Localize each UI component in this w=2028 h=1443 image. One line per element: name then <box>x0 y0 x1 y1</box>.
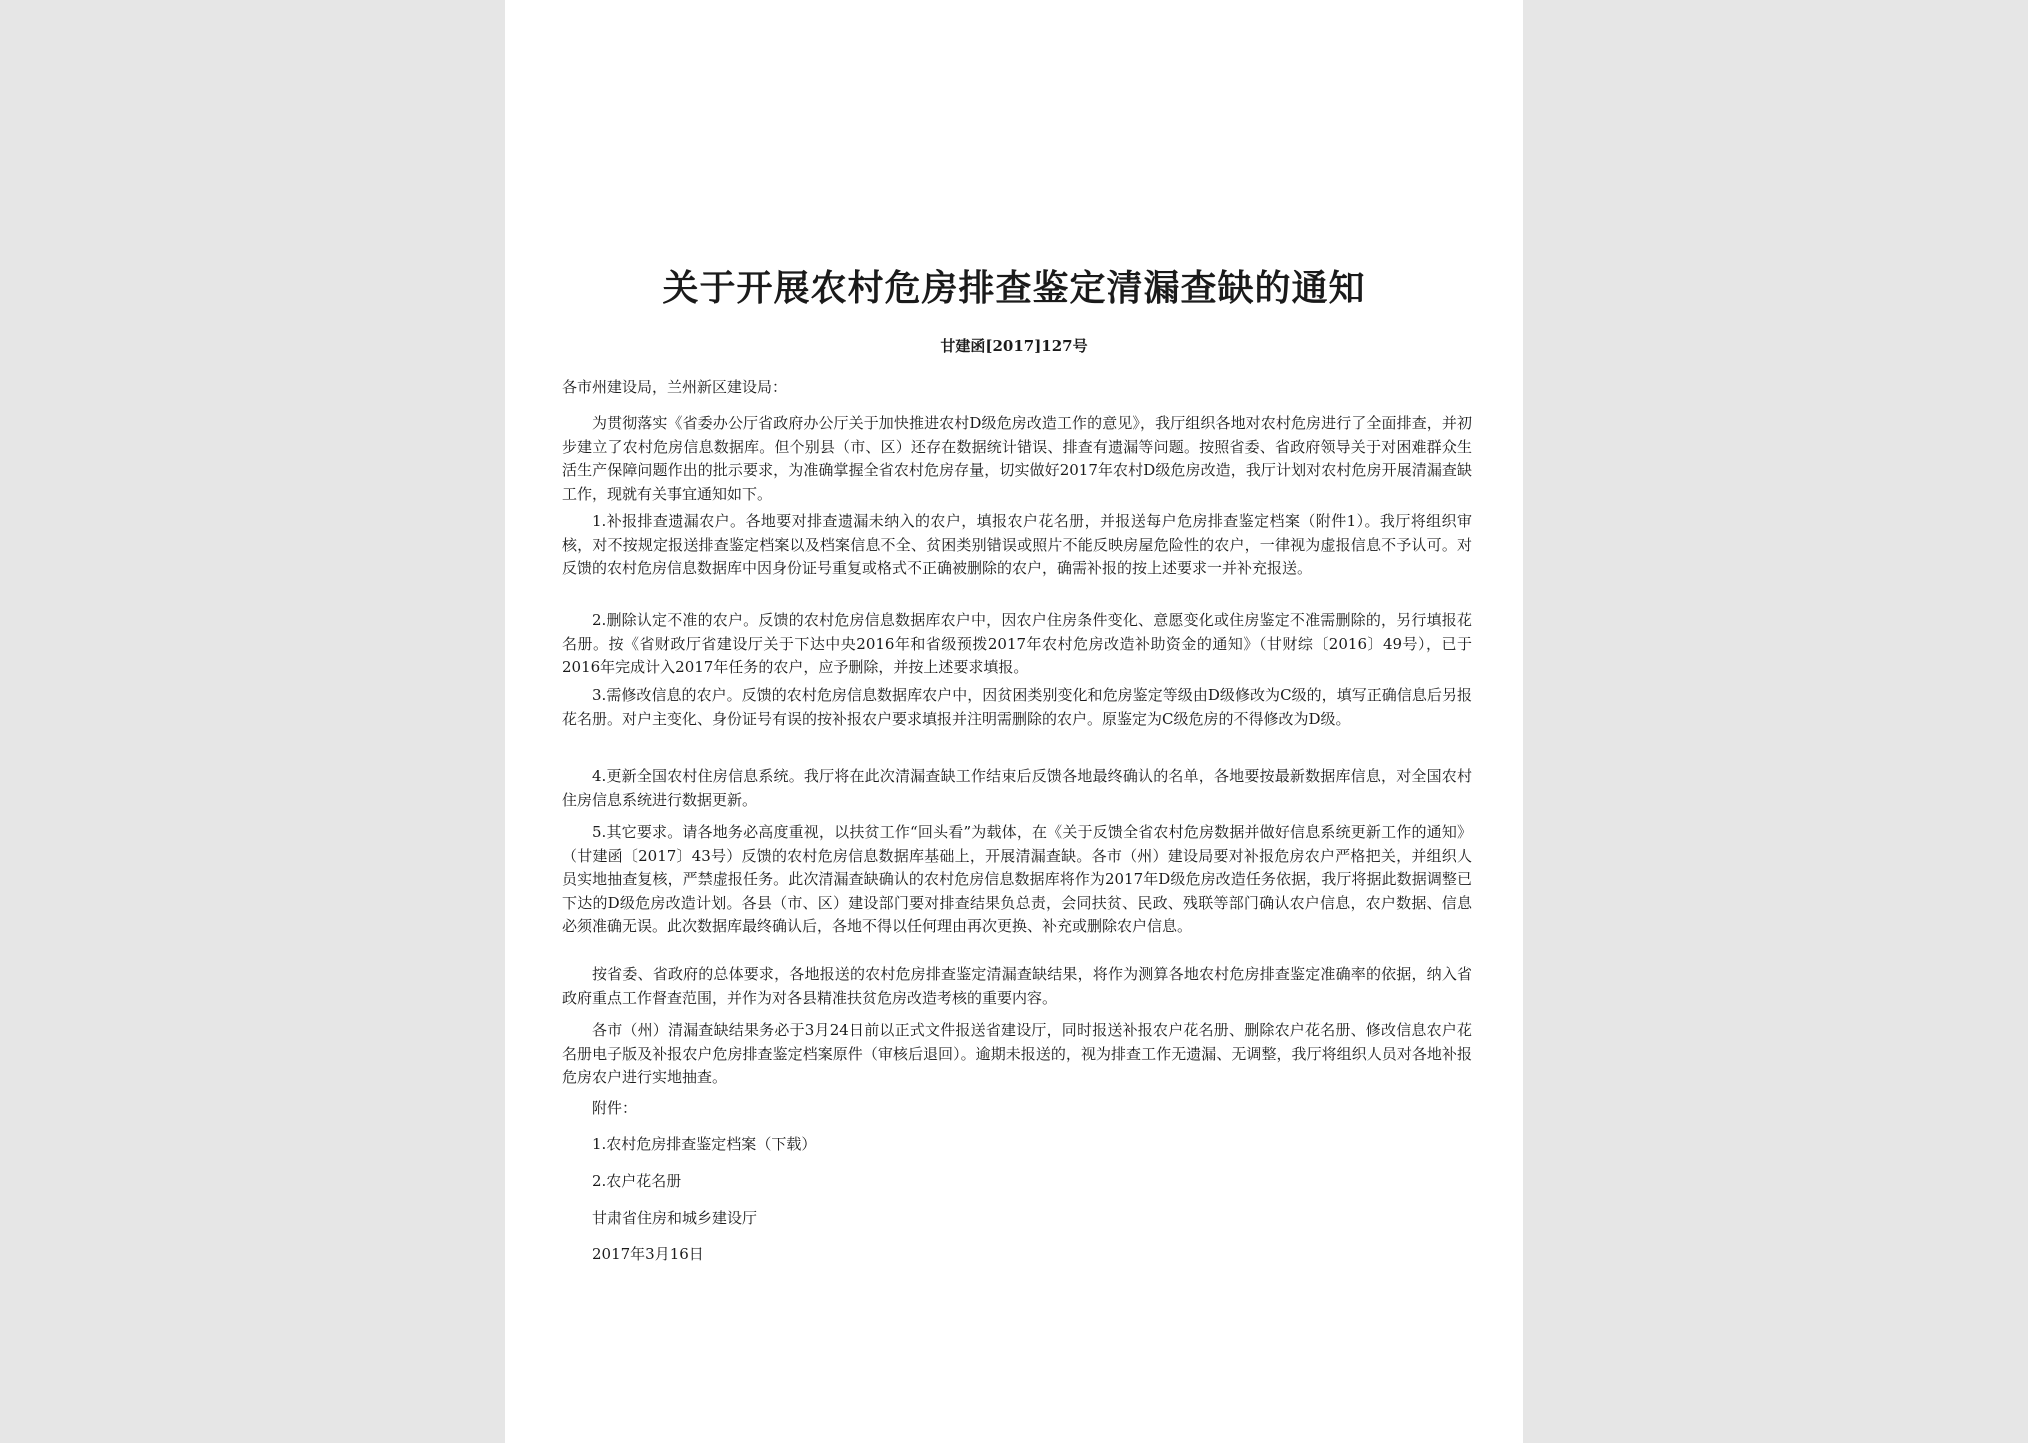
paragraph-item-1: 1.补报排查遗漏农户。各地要对排查遗漏未纳入的农户，填报农户花名册，并报送每户危房排查鉴定档案（附件1）。我厅将组织审核，对不按规定报送排查鉴定档案以及档案信息不全、贫困类别错误或照片不能反映房屋危险性的农户，一律视为虚报信息不予认可。对反馈的农村危房信息数据库中因身份证号重复或格式不正确被删除的农户，确需补报的按上述要求一并补充报送。 <box>562 512 1472 577</box>
attachment-item-2: 2.农户花名册 <box>592 1172 682 1190</box>
issue-date: 2017年3月16日 <box>592 1245 704 1263</box>
paragraph-intro: 为贯彻落实《省委办公厅省政府办公厅关于加快推进农村D级危房改造工作的意见》，我厅组织各地对农村危房进行了全面排查，并初步建立了农村危房信息数据库。但个别县（市、区）还存在数据统计错误、排查有遗漏等问题。按照省委、省政府领导关于对困难群众生活生产保障问题作出的批示要求，为准确掌握全省农村危房存量，切实做好2017年农村D级危房改造，我厅计划对农村危房开展清漏查缺工作，现就有关事宜通知如下。 <box>562 414 1472 503</box>
paragraph-item-3: 3.需修改信息的农户。反馈的农村危房信息数据库农户中，因贫困类别变化和危房鉴定等级由D级修改为C级的，填写正确信息后另报花名册。对户主变化、身份证号有误的按补报农户要求填报并注明需删除的农户。原鉴定为C级危房的不得修改为D级。 <box>562 686 1472 728</box>
paragraph-item-5: 5.其它要求。请各地务必高度重视，以扶贫工作“回头看”为载体，在《关于反馈全省农村危房数据并做好信息系统更新工作的通知》（甘建函〔2017〕43号）反馈的农村危房信息数据库基础上，开展清漏查缺。各市（州）建设局要对补报危房农户严格把关，并组织人员实地抽查复核，严禁虚报任务。此次清漏查缺确认的农村危房信息数据库将作为2017年D级危房改造任务依据，我厅将据此数据调整已下达的D级危房改造计划。各县（市、区）建设部门要对排查结果负总责，会同扶贫、民政、残联等部门确认农户信息，农户数据、信息必须准确无误。此次数据库最终确认后，各地不得以任何理由再次更换、补充或删除农户信息。 <box>562 823 1472 935</box>
paragraph-item-4: 4.更新全国农村住房信息系统。我厅将在此次清漏查缺工作结束后反馈各地最终确认的名单，各地要按最新数据库信息，对全国农村住房信息系统进行数据更新。 <box>562 767 1472 809</box>
document-page <box>505 0 1523 1443</box>
salutation: 各市州建设局，兰州新区建设局： <box>562 378 788 396</box>
attachment-link-1[interactable]: 1.农村危房排查鉴定档案（下载） <box>592 1135 817 1153</box>
paragraph-deadline: 各市（州）清漏查缺结果务必于3月24日前以正式文件报送省建设厅，同时报送补报农户花名册、删除农户花名册、修改信息农户花名册电子版及补报农户危房排查鉴定档案原件（审核后退回）。逾期未报送的，视为排查工作无遗漏、无调整，我厅将组织人员对各地补报危房农户进行实地抽查。 <box>562 1021 1472 1086</box>
paragraph-requirement: 按省委、省政府的总体要求，各地报送的农村危房排查鉴定清漏查缺结果，将作为测算各地农村危房排查鉴定准确率的依据，纳入省政府重点工作督查范围，并作为对各县精准扶贫危房改造考核的重要内容。 <box>562 965 1472 1007</box>
issuer: 甘肃省住房和城乡建设厅 <box>592 1209 758 1227</box>
document-title: 关于开展农村危房排查鉴定清漏查缺的通知 <box>662 267 1366 309</box>
paragraph-item-2: 2.删除认定不准的农户。反馈的农村危房信息数据库农户中，因农户住房条件变化、意愿变化或住房鉴定不准需删除的，另行填报花名册。按《省财政厅省建设厅关于下达中央2016年和省级预拨2017年农村危房改造补助资金的通知》（甘财综〔2016〕49号），已于2016年完成计入2017年任务的农户，应予删除，并按上述要求填报。 <box>562 611 1472 676</box>
attachments-label: 附件： <box>592 1099 638 1117</box>
document-number: 甘建函[2017]127号 <box>940 337 1088 355</box>
